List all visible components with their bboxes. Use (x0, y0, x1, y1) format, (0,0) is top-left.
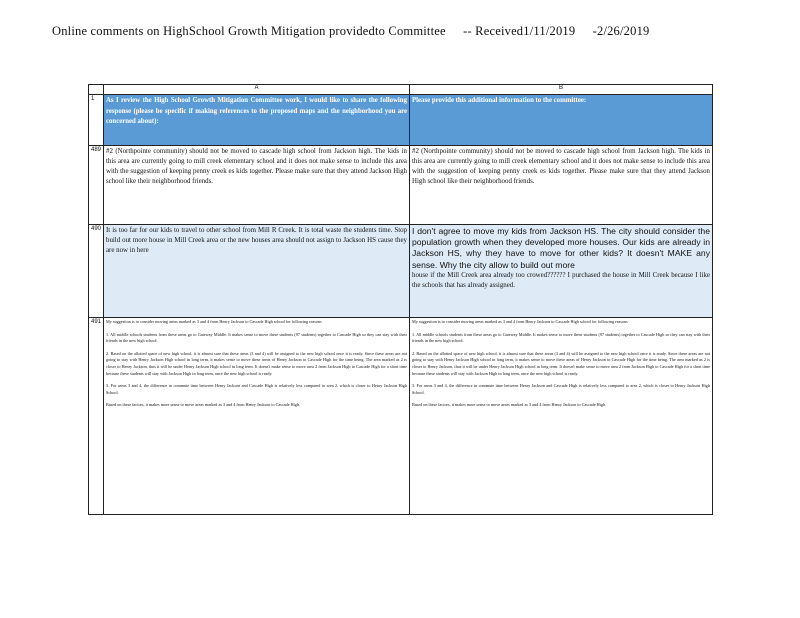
question-prompt-b: Please provide this additional information to the committee: (410, 95, 713, 146)
comment-cell-b (410, 225, 713, 318)
column-header-row (89, 85, 713, 95)
row-number: 491 (89, 318, 104, 515)
comments-table (88, 84, 713, 515)
comment-cell-b: #2 (Northpointe community) should not be moved to cascade high school from Jackson high. The kids in this area are currently going to mill creek elementary school and it does not make sense to include this area with the suggestion of keeping penny creek es kids together. Please make sure that they attend Jackson High school like their neighborhood friends. (410, 146, 713, 225)
comment-paragraph: My suggestion is to consider moving areas marked as 3 and 4 from Henry Jackson to Cascade High school for following reasons (106, 319, 322, 324)
column-header-b: B (410, 85, 713, 95)
comment-paragraph: 1. All middle schools students from these areas go to Gateway Middle. It makes sense to move these students (97 students) together to Cascade High so they can stay with their friends in the new high school. (106, 331, 407, 344)
table-row (89, 146, 713, 225)
comment-paragraph: 3. For areas 3 and 4, the difference in commute time between Henry Jackson and Cascade High is relatively less compared to area 2, which is closer to Henry Jackson High School. (106, 383, 407, 395)
row-number: 1 (89, 95, 104, 146)
comment-paragraph: Based on these factors, it makes more sense to move areas marked as 3 and 4 from Henry Jackson to Cascade High. (106, 402, 301, 408)
comment-paragraph: Based on these factors, it makes more sense to move areas marked as 3 and 4 from Henry Jackson to Cascade High. (412, 402, 607, 408)
column-header-a: A (104, 85, 410, 95)
header-title: Online comments on HighSchool Growth Mitigation providedto Committee (52, 24, 446, 38)
comment-cell-a (104, 318, 410, 515)
comment-cell-b (410, 318, 713, 515)
row-number: 489 (89, 146, 104, 225)
comment-cell-a: #2 (Northpointe community) should not be moved to cascade high school from Jackson high. The kids in this area are currently going to mill creek elementary school and it does not make sense to include this area with the suggestion of keeping penny creek es kids together. Please make sure that they attend Jackson High school like their neighborhood friends. (104, 146, 410, 225)
comment-paragraph: 2. Based on the allotted space of new high school, it is almost sure that these areas (3 and 4) will be assigned to the new high school once it is ready. Since these areas are not going to stay with Henry Jackson High school in long term, it makes sense to move these areas of Henry Jackson to Cascade High for the time being. The area marked as 2 is closer to Henry Jackson, thus it will be under Henry Jackson High school in long term. It doesn't make sense to move area 2 from Jackson High to Cascade High for a short time because these students will stay with Jackson High in long term, once the new high school is ready. (412, 350, 710, 376)
comment-paragraph: 3. For areas 3 and 4, the difference in commute time between Henry Jackson and Cascade High is relatively less compared to area 2, which is closer to Henry Jackson High School. (412, 383, 710, 395)
header-end-date: -2/26/2019 (592, 24, 650, 38)
comment-cell-a: It is too far for our kids to travel to other school from Mill R Creek. It is total waste the students time. Stop build out more house in Mill Creek area or the new houses area should not assign to Jackson HS cause they are now in here (104, 225, 410, 318)
table-row (89, 95, 713, 146)
corner-cell (89, 85, 104, 95)
header-received: -- Received1/11/2019 (463, 24, 576, 38)
table-row (89, 318, 713, 515)
page-header (52, 24, 752, 39)
row-number: 490 (89, 225, 104, 318)
comment-paragraph: 1. All middle schools students from these areas go to Gateway Middle. It makes sense to move these students (97 students) together to Cascade High so they can stay with their friends in the new high school. (412, 331, 710, 344)
comment-text-large: I don't agree to move my kids from Jackson HS. The city should consider the population growth when they developed more houses. Our kids are already in Jackson HS, why they have to move for other kids? It doesn't MAKE any sense. Why the city allow to build out more (412, 226, 710, 270)
comment-paragraph: 2. Based on the allotted space of new high school, it is almost sure that these areas (3 and 4) will be assigned to the new high school once it is ready. Since these areas are not going to stay with Henry Jackson High school in long term, it makes sense to move these areas of Henry Jackson to Cascade High for the time being. The area marked as 2 is closer to Henry Jackson, thus it will be under Henry Jackson High school in long term. It doesn't make sense to move area 2 from Jackson High to Cascade High for a short time because these students will stay with Jackson High in long term, once the new high school is ready. (106, 350, 407, 376)
table-row (89, 225, 713, 318)
comment-text-small: house if the Mill Creek area already too crowed?????? I purchased the house in Mill Creek because I like the schools that has already assigned. (412, 271, 710, 289)
question-prompt-a: As I review the High School Growth Mitigation Committee work, I would like to share the following response (please be specific if making references to the proposed maps and the neighborhood you are concerned about): (104, 95, 410, 146)
comment-paragraph: My suggestion is to consider moving areas marked as 3 and 4 from Henry Jackson to Cascade High school for following reasons (412, 319, 628, 324)
